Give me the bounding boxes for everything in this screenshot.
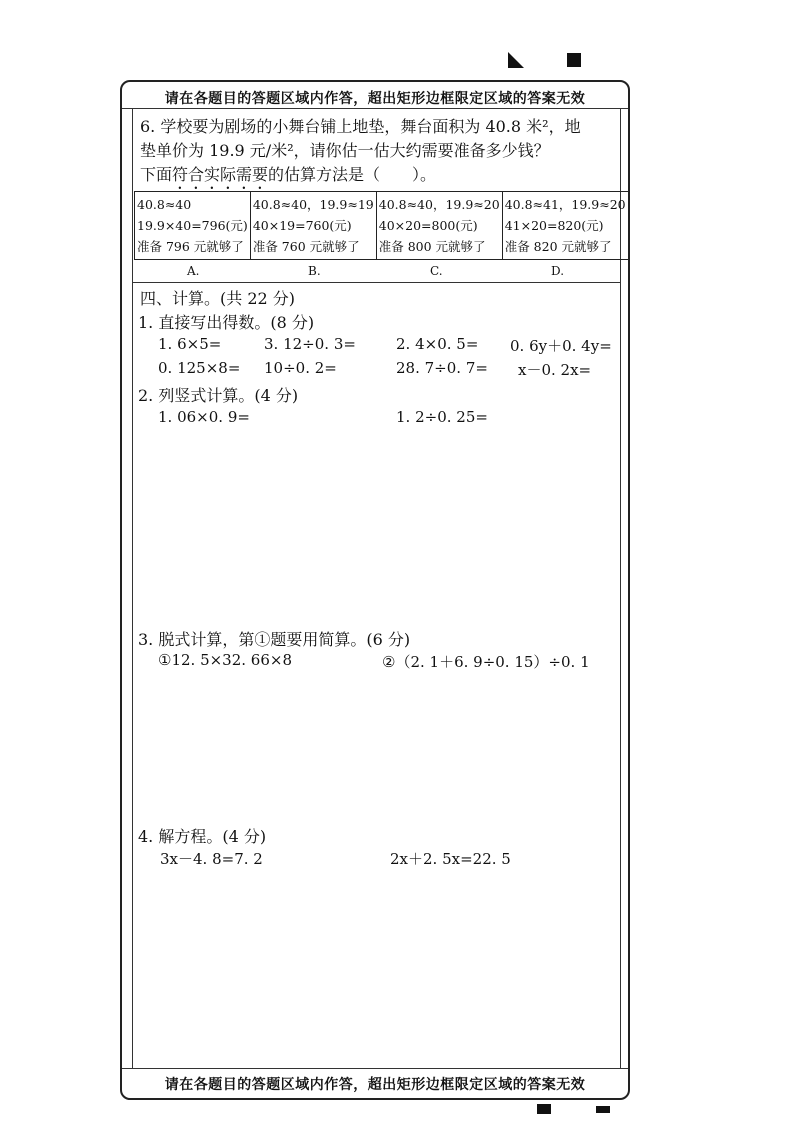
q6-options-table	[134, 191, 629, 260]
option-b-line-1: 40.8≈40，19.9≈19	[252, 197, 374, 212]
option-b-line-3: 准备 760 元就够了	[252, 239, 360, 254]
option-c-line-1: 40.8≈40，19.9≈20	[378, 197, 500, 212]
section-4-title: 四、计算。(共 22 分)	[140, 289, 296, 308]
calc-1-1: 1. 6×5=	[158, 335, 222, 353]
option-b-line-2: 40×19=760(元)	[252, 218, 352, 233]
option-a-line-1: 40.8≈40	[137, 197, 192, 212]
calc-1-3: 2. 4×0. 5=	[396, 335, 479, 353]
calc-1-4: 0. 6y＋0. 4y=	[510, 337, 612, 355]
q6-line-3-end: 的估算方法是（ ）。	[268, 165, 437, 184]
vertical-calc-2: 1. 2÷0. 25=	[396, 408, 488, 426]
registration-mark-bottom-left	[537, 1104, 551, 1114]
option-a-line-3: 准备 796 元就够了	[137, 239, 244, 254]
option-c-line-3: 准备 800 元就够了	[378, 239, 486, 254]
calc-2-2: 10÷0. 2=	[264, 359, 337, 377]
q6-line-2: 垫单价为 19.9 元/米²，请你估一估大约需要准备多少钱？	[140, 141, 550, 160]
footer-divider	[122, 1068, 628, 1069]
option-a-cell	[135, 192, 251, 260]
option-d-line-2: 41×20=820(元)	[504, 218, 604, 233]
equation-1: 3x－4. 8=7. 2	[160, 850, 263, 868]
footer-note: 请在各题目的答题区域内作答，超出矩形边框限定区域的答案无效	[164, 1077, 586, 1093]
option-b-label: B.	[308, 264, 321, 278]
part-3-title: 3. 脱式计算，第①题要用简算。(6 分)	[138, 630, 411, 649]
section-divider	[132, 282, 621, 283]
part-2-title: 2. 列竖式计算。(4 分)	[138, 386, 299, 405]
registration-mark-top-right	[567, 53, 581, 67]
registration-mark-bottom-right	[596, 1106, 610, 1113]
option-d-label: D.	[551, 264, 565, 278]
option-a-label: A.	[187, 264, 200, 278]
option-d-cell	[502, 192, 628, 260]
option-a-line-2: 19.9×40=796(元)	[137, 218, 248, 233]
calc-1-2: 3. 12÷0. 3=	[264, 335, 356, 353]
calc-2-4: x－0. 2x=	[518, 361, 592, 379]
header-divider	[122, 108, 628, 109]
option-c-line-2: 40×20=800(元)	[378, 218, 478, 233]
frame-inner-left-border	[132, 108, 133, 1068]
q6-line-3	[140, 162, 436, 193]
option-c-cell	[376, 192, 502, 260]
part-4-title: 4. 解方程。(4 分)	[138, 827, 267, 846]
stepwise-calc-2: ②（2. 1＋6. 9÷0. 15）÷0. 1	[382, 653, 590, 671]
option-d-line-1: 40.8≈41，19.9≈20	[504, 197, 626, 212]
option-b-cell	[250, 192, 376, 260]
q6-emphasis-text: 符合实际需要	[172, 165, 269, 184]
equation-2: 2x＋2. 5x=22. 5	[390, 850, 511, 868]
registration-mark-top-left	[508, 52, 524, 68]
q6-line-1: 6. 学校要为剧场的小舞台铺上地垫，舞台面积为 40.8 米²，地	[140, 117, 581, 136]
vertical-calc-1: 1. 06×0. 9=	[158, 408, 250, 426]
q6-line-3-start: 下面	[140, 165, 173, 184]
calc-2-3: 28. 7÷0. 7=	[396, 359, 488, 377]
header-note: 请在各题目的答题区域内作答，超出矩形边框限定区域的答案无效	[164, 91, 586, 107]
option-d-line-3: 准备 820 元就够了	[504, 239, 612, 254]
part-1-title: 1. 直接写出得数。(8 分)	[138, 313, 315, 332]
stepwise-calc-1: ①12. 5×32. 66×8	[158, 651, 293, 669]
option-c-label: C.	[430, 264, 443, 278]
calc-2-1: 0. 125×8=	[158, 359, 241, 377]
